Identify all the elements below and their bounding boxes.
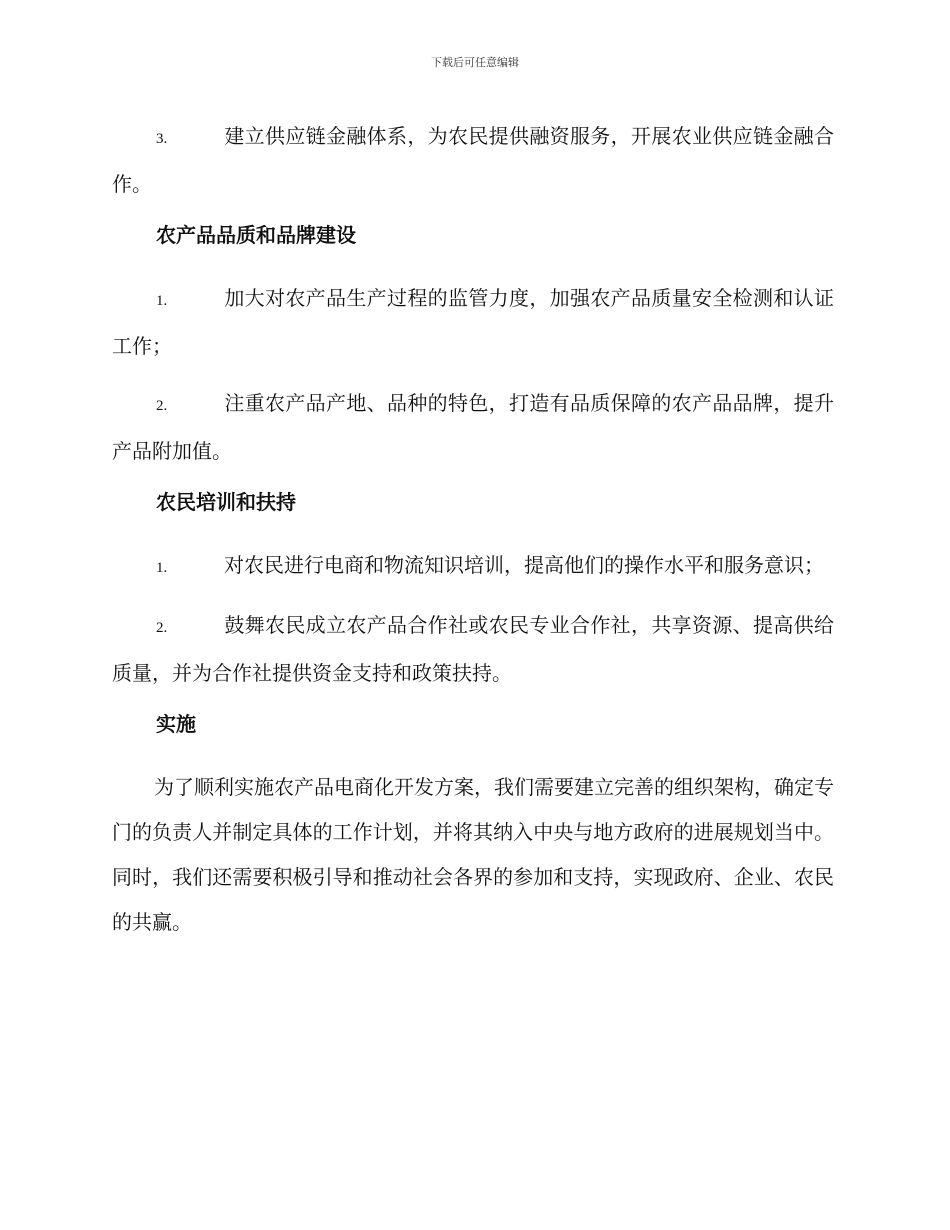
section-heading-quality-brand: 农产品品质和品牌建设 [156,223,356,247]
list-item-ecommerce-training [112,543,834,591]
list-item-quality-supervision [112,276,834,369]
header-note: 下载后可任意编辑 [431,56,519,69]
list-item-supply-chain-finance [112,114,834,207]
section-heading-farmer-training: 农民培训和扶持 [156,490,296,514]
list-item-text: 建立供应链金融体系，为农民提供融资服务，开展农业供应链金融合作。 [112,124,834,196]
list-item-brand-building [112,381,834,474]
implementation-paragraph: 为了顺利实施农产品电商化开发方案，我们需要建立完善的组织架构，确定专门的负责人并制定具体的工作计划，并将其纳入中央与地方政府的进展规划当中。同时，我们还需要积极引导和推动社会各界的参加和支持，实现政府、企业、农民的共赢。 [112,775,834,934]
section-heading-implementation: 实施 [156,712,196,736]
list-item-text: 注重农产品产地、品种的特色，打造有品质保障的农产品品牌，提升产品附加值。 [112,391,834,463]
list-item-text: 加大对农产品生产过程的监管力度，加强农产品质量安全检测和认证工作； [112,286,834,358]
document-content [112,114,834,957]
list-number: 2. [156,620,168,636]
list-item-text: 鼓舞农民成立农产品合作社或农民专业合作社，共享资源、提高供给质量，并为合作社提供资金支持和政策扶持。 [112,613,834,685]
list-number: 2. [156,398,168,414]
list-number: 1. [156,560,168,576]
list-number: 1. [156,293,168,309]
list-number: 3. [156,131,168,147]
list-item-cooperatives [112,603,834,696]
list-item-text: 对农民进行电商和物流知识培训，提高他们的操作水平和服务意识； [224,553,824,577]
